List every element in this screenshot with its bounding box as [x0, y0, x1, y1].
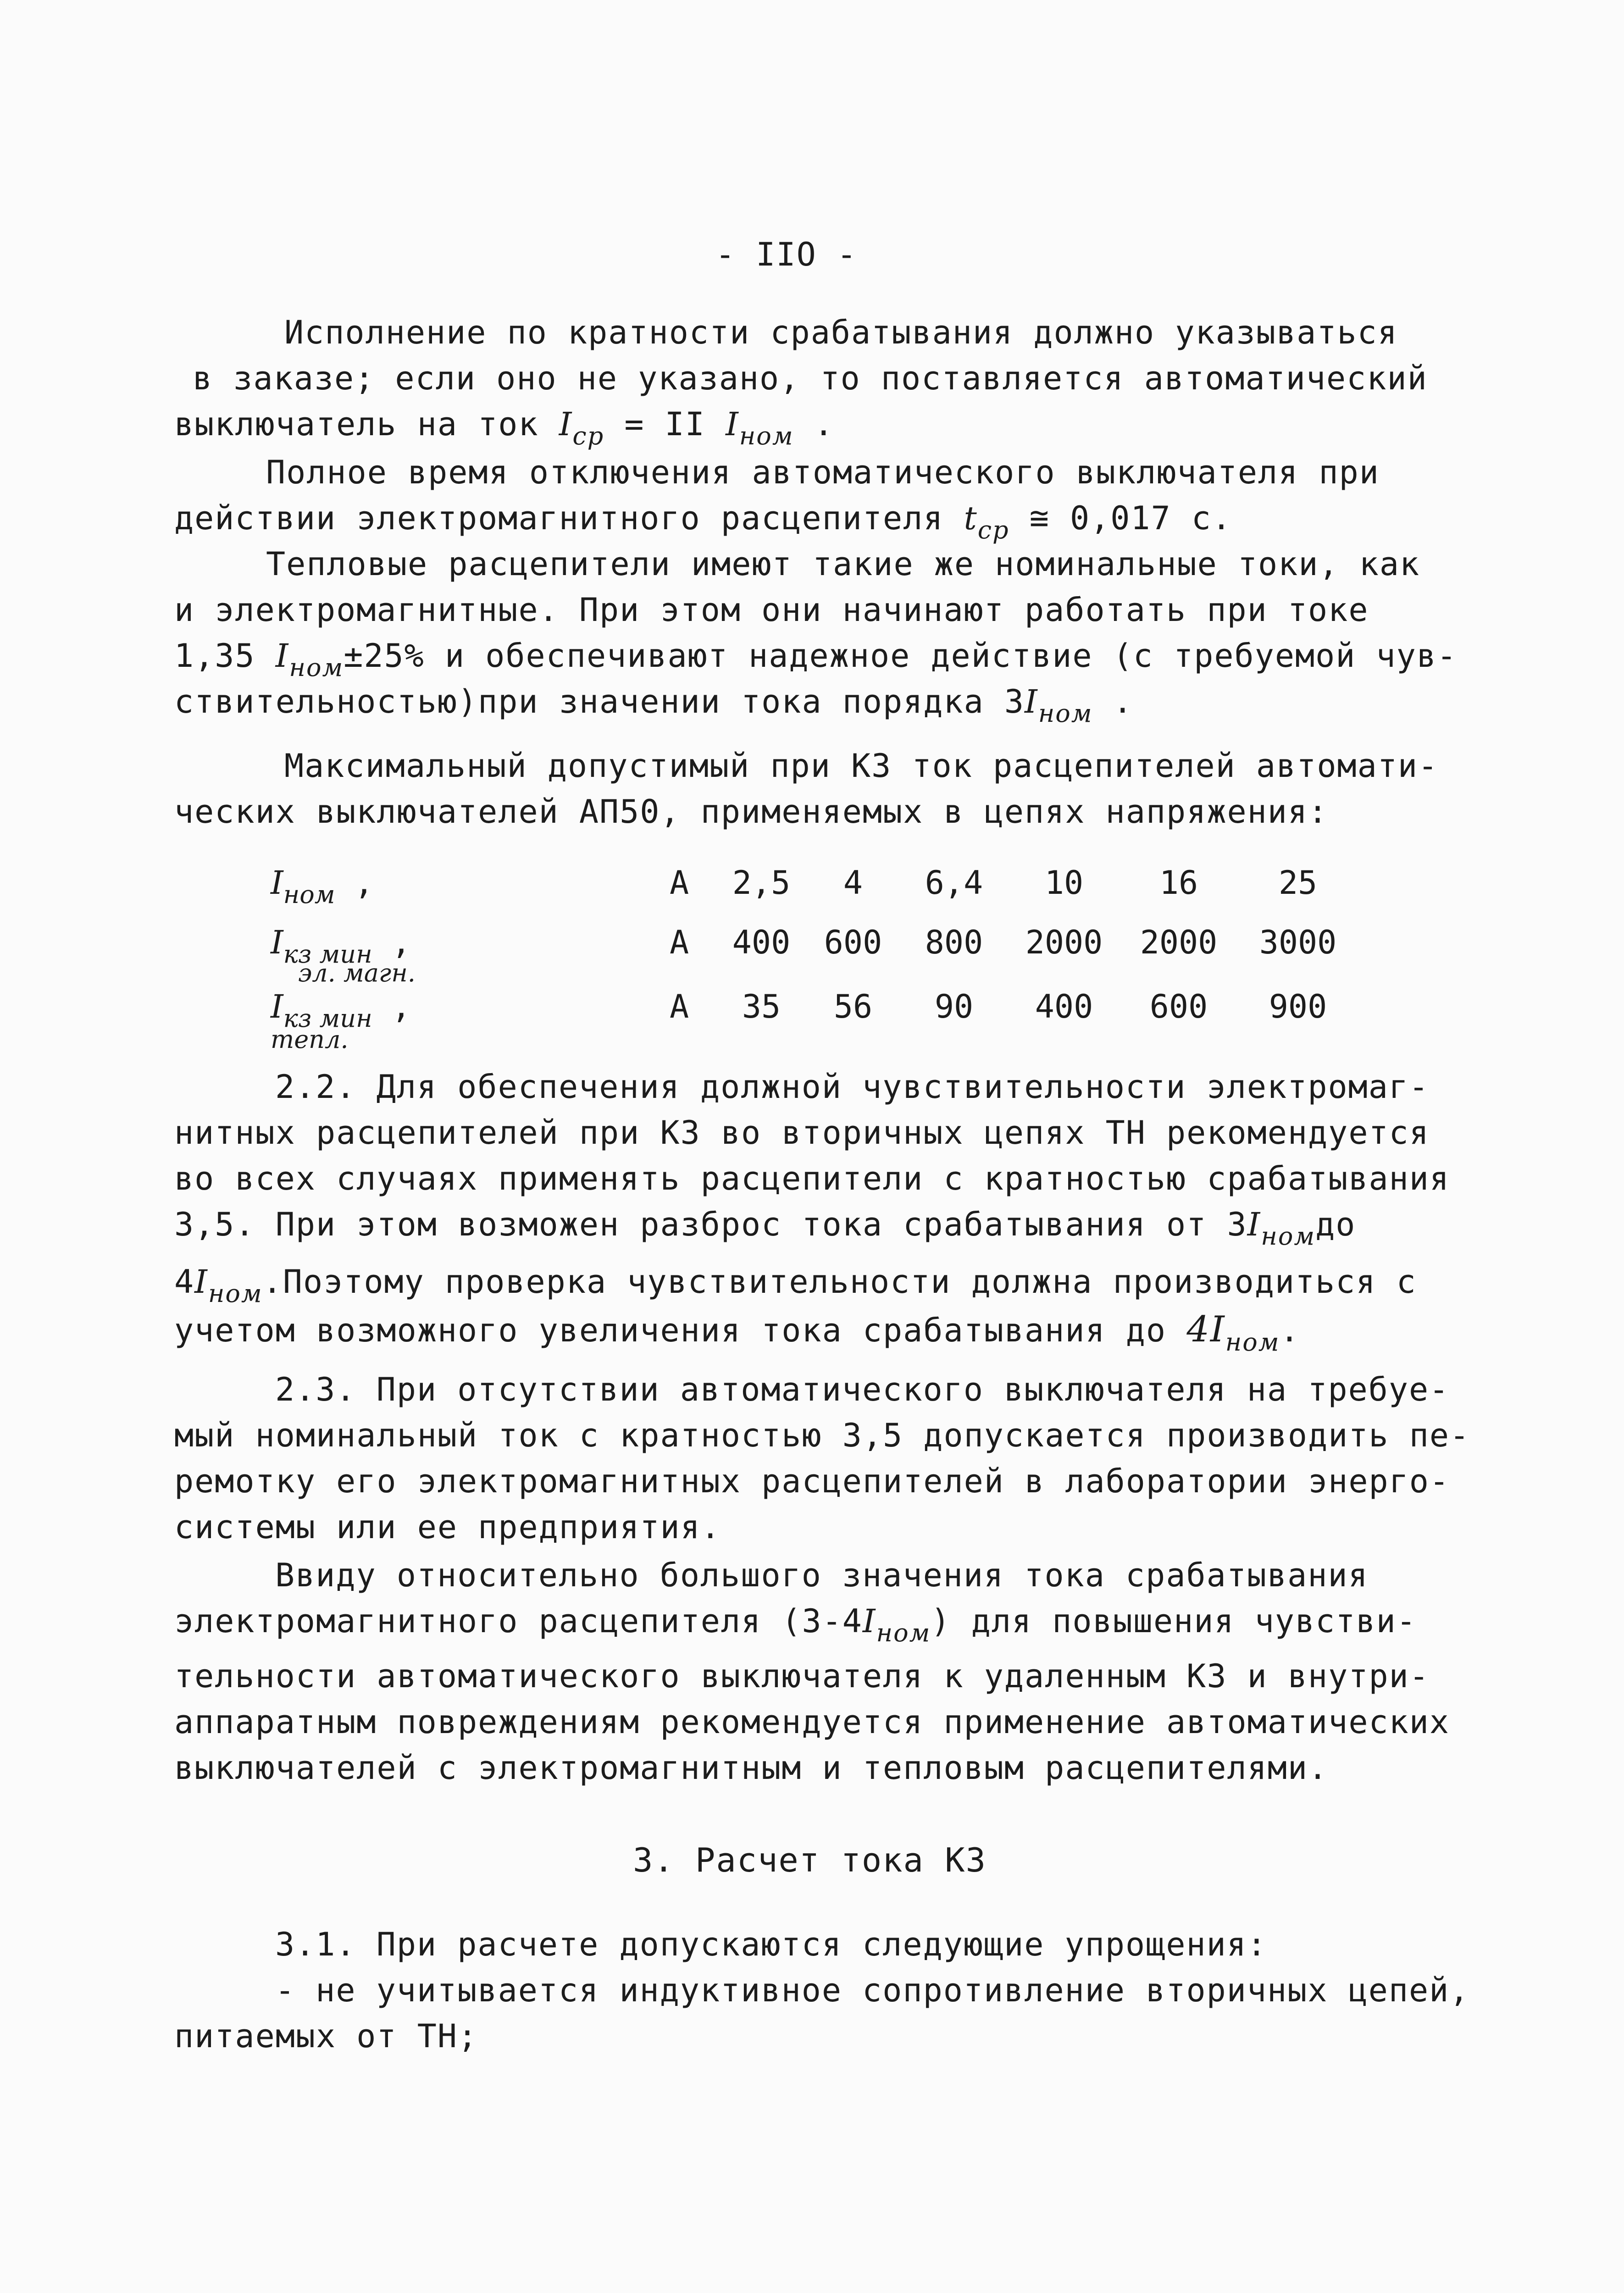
table-cell: 400 [732, 924, 791, 961]
subscript: кз мин [283, 940, 372, 969]
current-symbol: I [194, 1263, 208, 1301]
table-cell: 2000 [1025, 924, 1103, 961]
current-symbol: I [275, 637, 289, 675]
text: 1,35 [174, 637, 276, 675]
table-cell: 90 [934, 988, 974, 1025]
text-line: ческих выключателей АП50, применяемых в цепях напряжения: [174, 793, 1329, 831]
current-symbol: I [271, 988, 283, 1025]
text-line [174, 405, 834, 450]
text: ≅ 0,017 с. [1009, 499, 1232, 537]
row-label-qualifier: тепл. [271, 1025, 349, 1054]
current-symbol: I [726, 405, 739, 443]
text: ±25% и обеспечивают надежное действие (с требуемой чув- [344, 637, 1458, 675]
subscript: ном [289, 653, 344, 682]
table-cell: 600 [824, 924, 882, 961]
text: . [793, 405, 834, 443]
table-cell: 600 [1149, 988, 1208, 1025]
text-line [174, 637, 1458, 682]
table-cell: 25 [1278, 864, 1318, 902]
current-symbol: 4I [1186, 1309, 1225, 1350]
text-line: выключателей с электромагнитным и тепловым расцепителями. [174, 1749, 1329, 1787]
table-cell: 4 [843, 864, 863, 902]
subscript: ном [1261, 1222, 1316, 1251]
table-cell: 16 [1159, 864, 1198, 902]
table-cell: 10 [1044, 864, 1084, 902]
text-line [174, 499, 1232, 544]
text-line: питаемых от ТН; [174, 2017, 478, 2055]
subscript: ном [876, 1618, 931, 1647]
table-cell: 56 [833, 988, 873, 1025]
text: .Поэтому проверка чувствительности должна производиться с [262, 1263, 1417, 1301]
text-line: 3.1. При расчете допускаются следующие упрощения: [275, 1926, 1268, 1963]
text-line: 2.2. Для обеспечения должной чувствительности электромаг- [275, 1068, 1430, 1106]
section-heading: 3. Расчет тока КЗ [633, 1841, 987, 1879]
current-symbol: I [271, 924, 283, 961]
table-cell: 400 [1035, 988, 1093, 1025]
text-line: Тепловые расцепители имеют такие же номинальные токи, как [266, 545, 1420, 583]
text: учетом возможного увеличения тока срабатывания до [174, 1312, 1187, 1349]
text-line: системы или ее предприятия. [174, 1508, 721, 1546]
text: , [372, 924, 411, 961]
subscript: ном [283, 880, 335, 909]
text-line: Ввиду относительно большого значения тока срабатывания [275, 1556, 1369, 1594]
text-line [174, 1309, 1300, 1357]
text-line [174, 1263, 1417, 1308]
text-line: Максимальный допустимый при КЗ ток расцепителей автомати- [284, 747, 1439, 785]
table-cell: 2,5 [732, 864, 791, 902]
current-symbol: I [1247, 1206, 1261, 1243]
text: , [335, 864, 374, 902]
text: до [1315, 1206, 1356, 1243]
text-line: Полное время отключения автоматического выключателя при [266, 454, 1380, 491]
text-line: в заказе; если оно не указано, то поставляется автоматический [193, 360, 1428, 397]
table-cell: 2000 [1140, 924, 1218, 961]
row-label [271, 924, 411, 969]
text: . [1280, 1312, 1300, 1349]
table-cell: 900 [1269, 988, 1327, 1025]
current-symbol: I [559, 405, 573, 443]
current-symbol: I [1025, 683, 1038, 720]
text: , [372, 988, 411, 1025]
text: . [1092, 683, 1133, 720]
text: = II [604, 405, 726, 443]
text-line: и электромагнитные. При этом они начинают работать при токе [174, 591, 1369, 629]
text-line: Исполнение по кратности срабатывания должно указываться [284, 314, 1398, 351]
text: 4 [174, 1263, 195, 1301]
text-line: тельности автоматического выключателя к удаленным КЗ и внутри- [174, 1657, 1430, 1695]
text-line [174, 1206, 1356, 1251]
current-symbol: I [862, 1602, 876, 1640]
subscript: ном [1038, 699, 1093, 728]
subscript: кз мин [283, 1004, 372, 1033]
text-line [174, 1602, 1417, 1647]
subscript: ном [739, 421, 794, 450]
text-line: ремотку его электромагнитных расцепителей в лаборатории энерго- [174, 1462, 1450, 1500]
text: 3,5. При этом возможен разброс тока срабатывания от 3 [174, 1206, 1247, 1243]
text-line: аппаратным повреждениям рекомендуется применение автоматических [174, 1703, 1450, 1741]
page-number: - IIO - [715, 236, 858, 273]
text: ствительностью)при значении тока порядка 3 [174, 683, 1025, 720]
unit-cell: А [670, 988, 689, 1025]
text: выключатель на ток [174, 405, 559, 443]
text-line: 2.3. При отсутствии автоматического выключателя на требуе- [275, 1371, 1450, 1408]
table-cell: 6,4 [925, 864, 983, 902]
text-line: - не учитывается индуктивное сопротивление вторичных цепей, [275, 1972, 1470, 2009]
text-line: во всех случаях применять расцепители с кратностью срабатывания [174, 1160, 1450, 1197]
text-line [174, 683, 1133, 728]
subscript: ср [572, 421, 604, 450]
unit-cell: А [670, 924, 689, 961]
table-cell: 800 [925, 924, 983, 961]
text-line: мый номинальный ток с кратностью 3,5 допускается производить пе- [174, 1417, 1470, 1454]
unit-cell: А [670, 864, 689, 902]
current-symbol: I [271, 864, 283, 902]
text: действии электромагнитного расцепителя [174, 499, 964, 537]
row-label [271, 988, 411, 1033]
subscript: ном [1225, 1328, 1280, 1357]
text: ) для повышения чувстви- [931, 1602, 1417, 1640]
subscript: ср [977, 515, 1009, 544]
row-label-qualifier: эл. магн. [298, 958, 416, 987]
text: электромагнитного расцепителя (3-4 [174, 1602, 863, 1640]
text-line: нитных расцепителей при КЗ во вторичных цепях ТН рекомендуется [174, 1114, 1430, 1152]
time-symbol: t [964, 499, 978, 537]
subscript: ном [208, 1279, 263, 1308]
table-cell: 3000 [1259, 924, 1337, 961]
row-label [271, 864, 374, 909]
table-cell: 35 [742, 988, 781, 1025]
